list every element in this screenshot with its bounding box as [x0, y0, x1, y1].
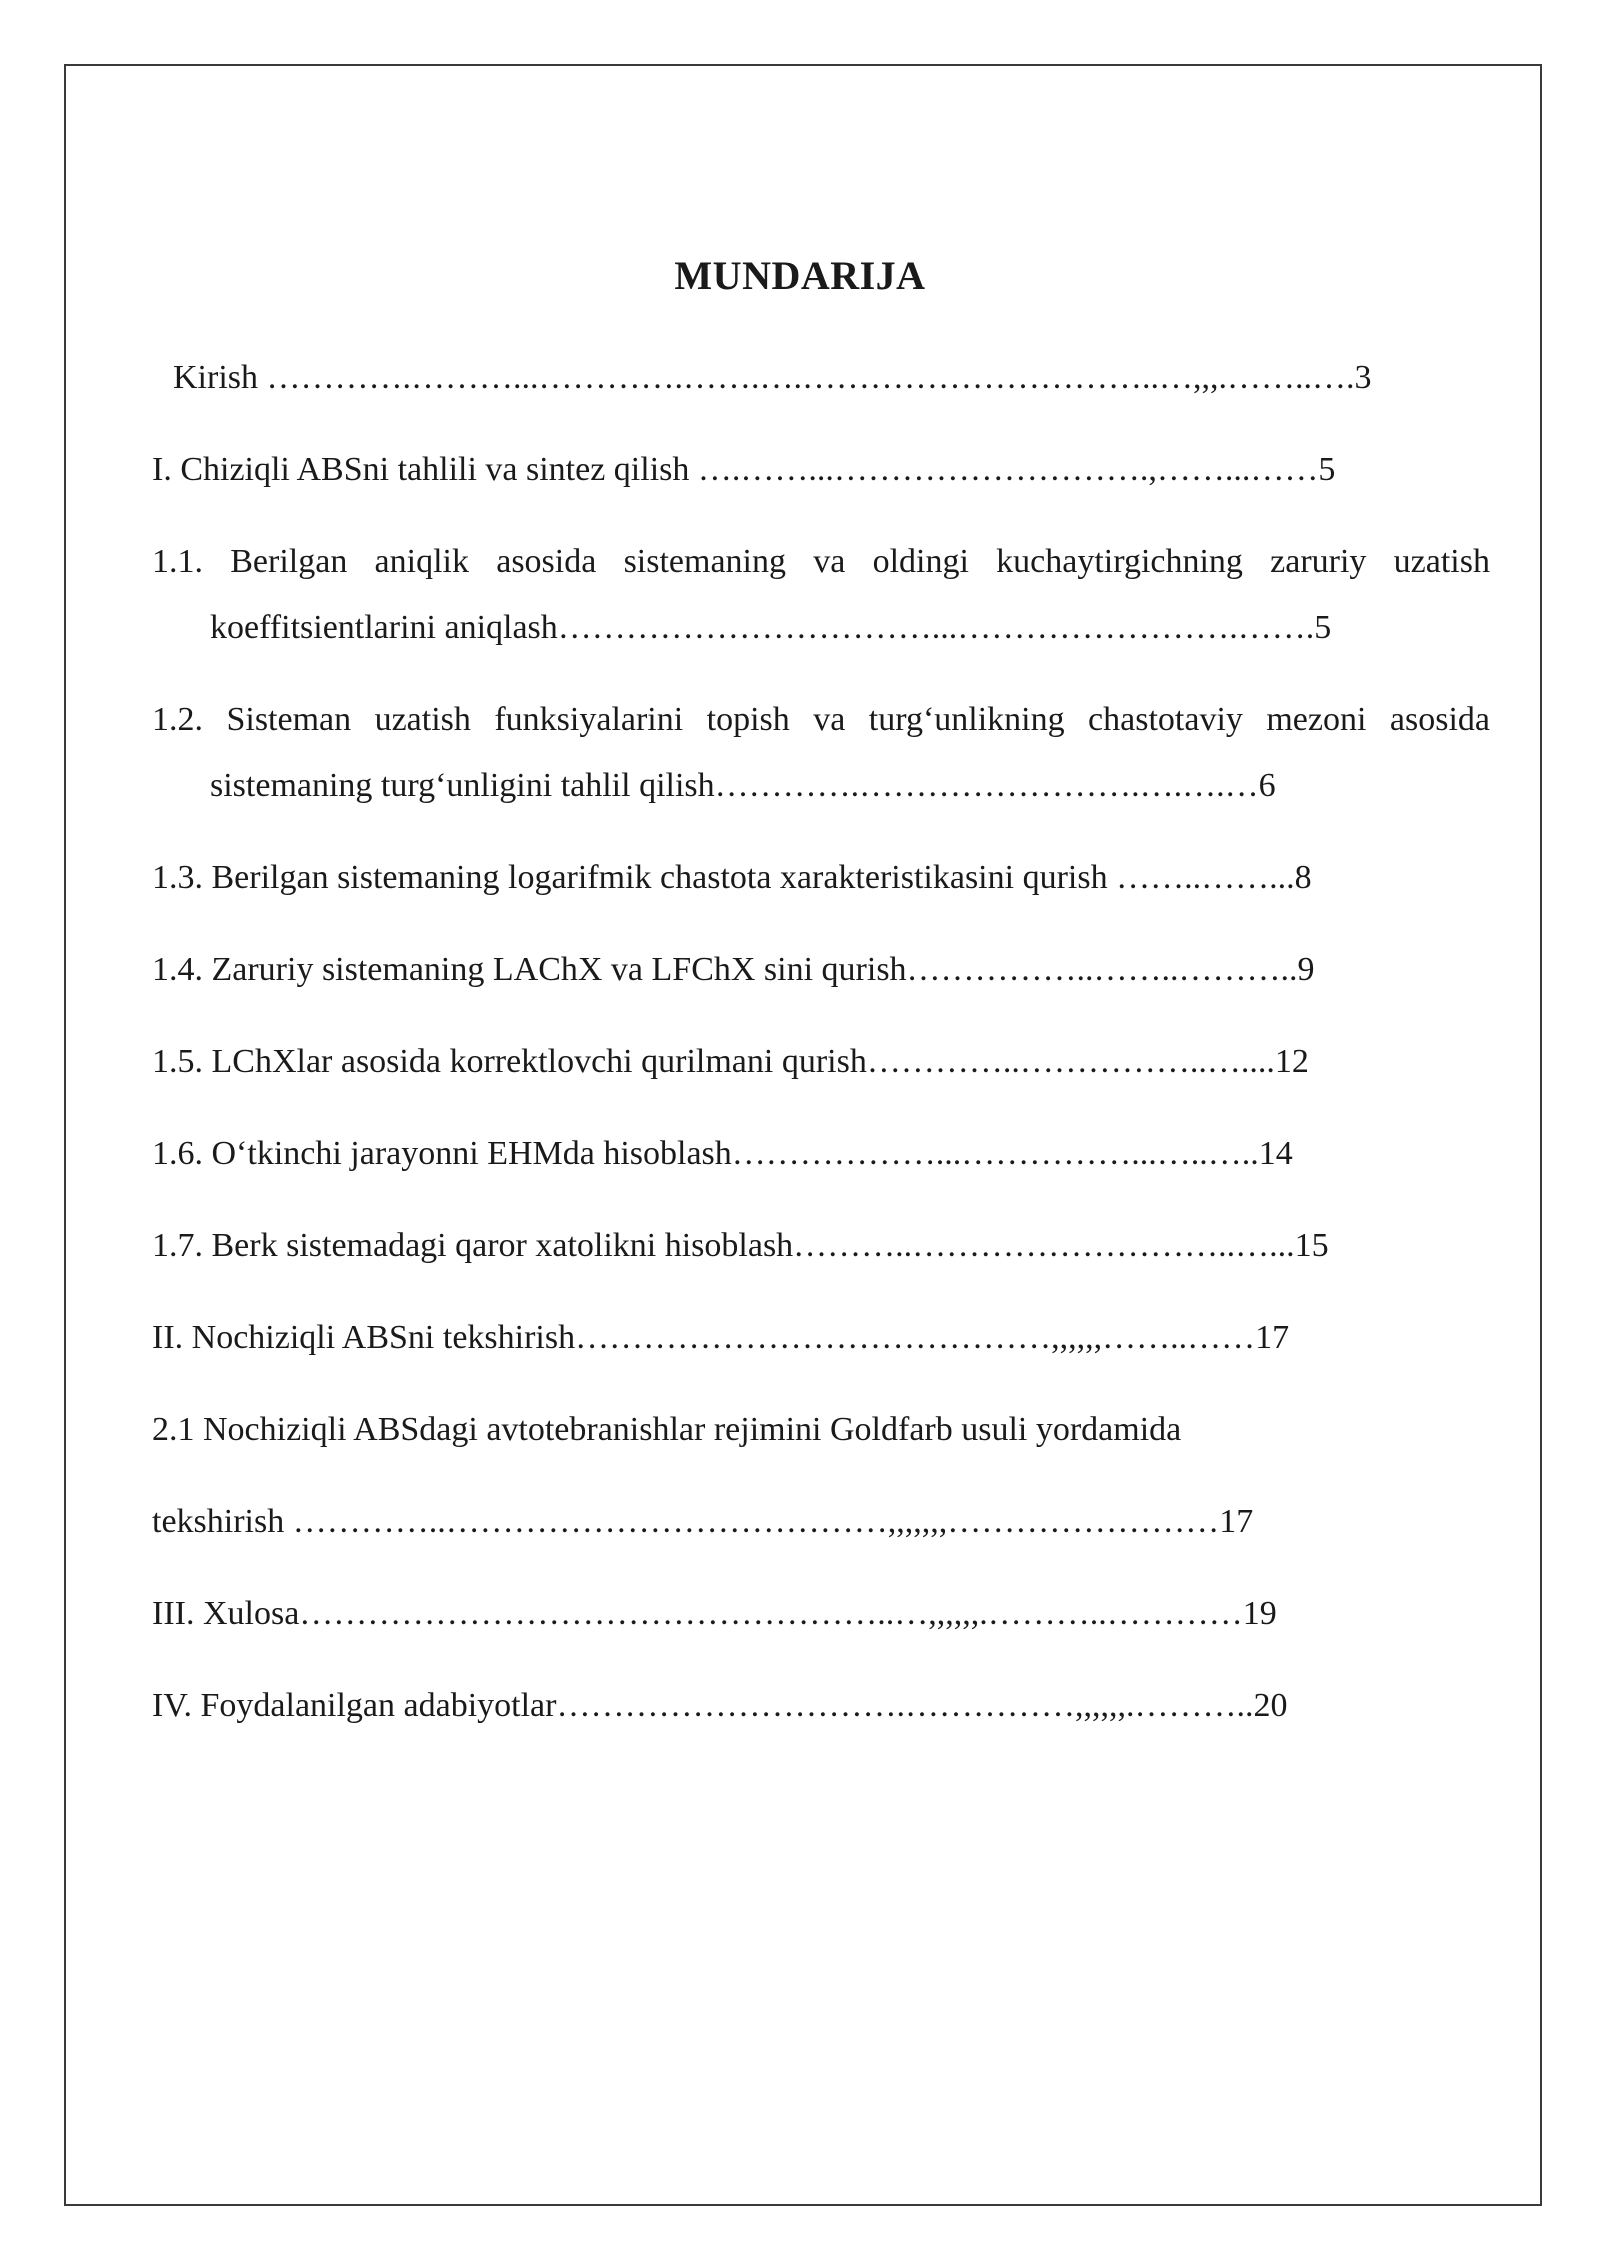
toc-entry-conclusion: III. Xulosa……………………………………………..…,,,,,,.………..…………19	[152, 1595, 1277, 1632]
toc-entry-1-1-line-2: koeffitsientlarini aniqlash……………………………...…………………….…….5	[210, 609, 1332, 646]
toc-entry-chapter-1: I. Chiziqli ABSni tahlili va sintez qilish ….……...……………………….,……...……5	[152, 451, 1336, 488]
toc-entry-1-3: 1.3. Berilgan sistemaning logarifmik chastota xarakteristikasini qurish ……..……...8	[152, 859, 1312, 896]
toc-entry-1-4: 1.4. Zaruriy sistemaning LAChX va LFChX sini qurish……………..……..………..9	[152, 951, 1315, 988]
toc-entry-1-6: 1.6. O‘tkinchi jarayonni EHMda hisoblash………………...……………...…..…..14	[152, 1135, 1293, 1172]
toc-entry-2-1-line-1: 2.1 Nochiziqli ABSdagi avtotebranishlar rejimini Goldfarb usuli yordamida	[152, 1411, 1182, 1448]
page-title: MUNDARIJA	[674, 253, 926, 298]
toc-entry-references: IV. Foydalanilgan adabiyotlar………………………….……………,,,,,,.………..20	[152, 1687, 1288, 1724]
toc-entry-chapter-2: II. Nochiziqli ABSni tekshirish……………………………………,,,,,,……..……17	[152, 1319, 1290, 1356]
toc-entry-2-1-line-2: tekshirish …………..…………………………………,,,,,,,……………………17	[152, 1503, 1254, 1540]
toc-entry-1-2-line-1: 1.2. Sisteman uzatish funksiyalarini topish va turg‘unlikning chastotaviy mezoni asosida	[152, 701, 1490, 738]
toc-entry-1-5: 1.5. LChXlar asosida korrektlovchi qurilmani qurish…………..……………..…....12	[152, 1043, 1309, 1080]
toc-entry-1-2-line-2: sistemaning turg‘unligini tahlil qilish………….…………………….….….…6	[210, 767, 1276, 804]
toc-entry-introduction: Kirish ………….………...………….…….….…………………………..…,,,.……..….3	[173, 359, 1372, 396]
toc-entry-1-7: 1.7. Berk sistemadagi qaror xatolikni hisoblash………..………………………..…...15	[152, 1227, 1329, 1264]
toc-entry-1-1-line-1: 1.1. Berilgan aniqlik asosida sistemaning va oldingi kuchaytirgichning zaruriy uzatish	[152, 543, 1490, 580]
